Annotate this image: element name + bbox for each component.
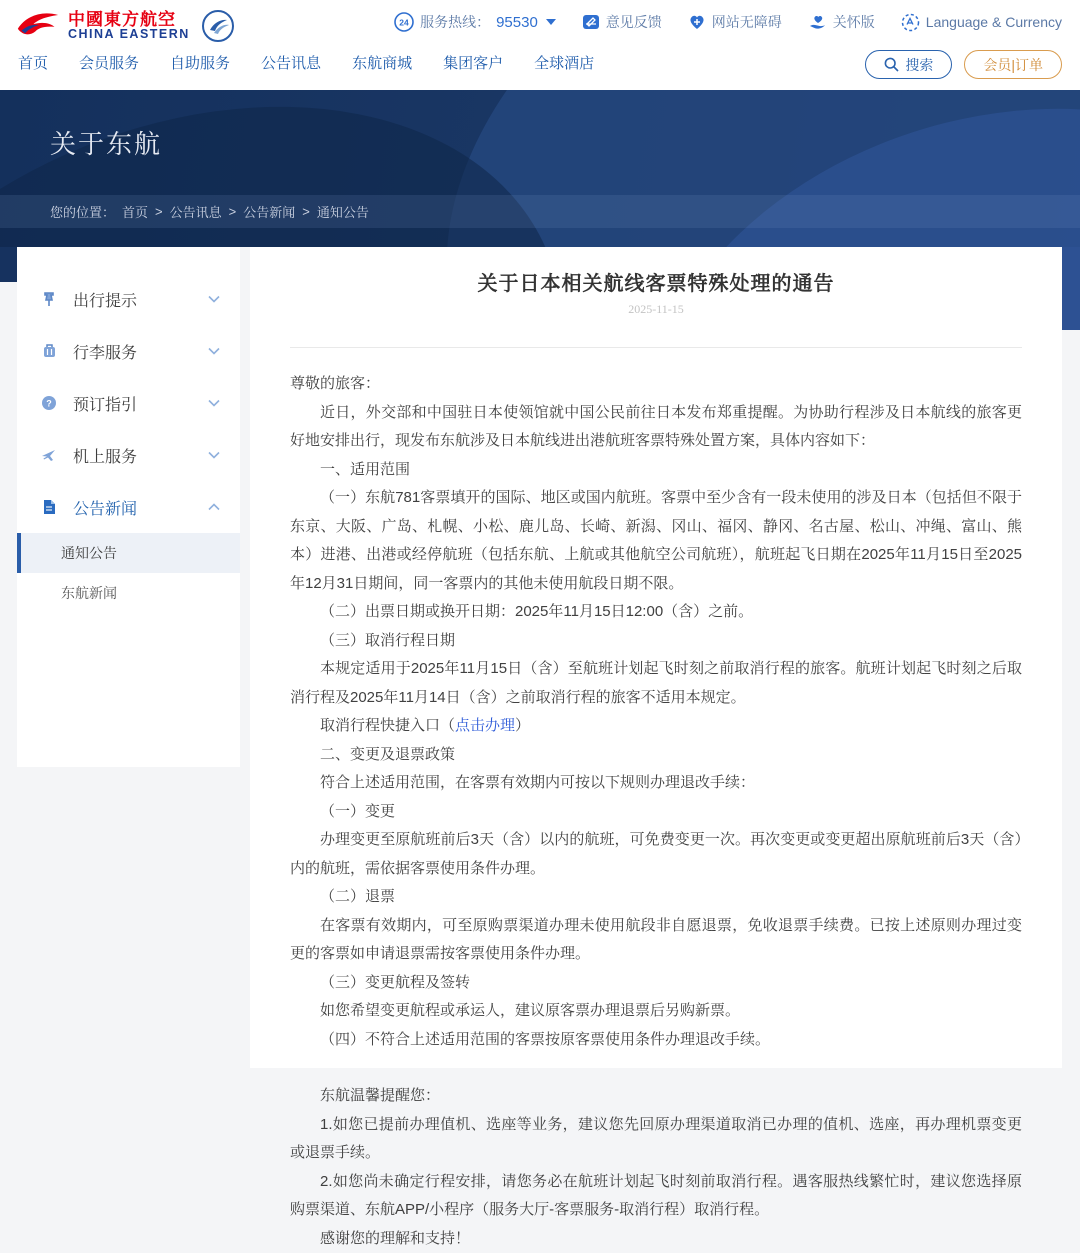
- paragraph: 2.如您尚未确定行程安排，请您务必在航班计划起飞时刻前取消行程。遇客服热线繁忙时，建议您选择原购票渠道、东航APP/小程序（服务大厅-客票服务-取消行程）取消行程。: [290, 1168, 1022, 1225]
- sidebar: [17, 247, 240, 767]
- hotline-caret-icon: [546, 19, 556, 25]
- divider: [290, 347, 1022, 348]
- luggage-icon: [39, 343, 59, 359]
- nav-item-hotels[interactable]: 全球酒店: [534, 52, 594, 73]
- paragraph: （三）取消行程日期: [290, 627, 1022, 656]
- feedback-label: 意见反馈: [606, 12, 662, 32]
- member-orders-button[interactable]: [964, 50, 1062, 79]
- sidebar-subitem-company-news[interactable]: 东航新闻: [17, 573, 240, 613]
- accessibility-label: 网站无障碍: [712, 12, 782, 32]
- breadcrumb-announcements[interactable]: 公告讯息: [170, 202, 222, 221]
- logo-text-cn: 中國東方航空: [68, 11, 190, 29]
- paragraph-spacer: [290, 1054, 1022, 1082]
- sidebar-item-label: 预订指引: [73, 392, 208, 415]
- accessibility-heart-icon: [688, 13, 706, 31]
- paragraph: （一）东航781客票填开的国际、地区或国内航班。客票中至少含有一段未使用的涉及日本（包括但不限于东京、大阪、广岛、札幌、小松、鹿儿岛、长崎、新潟、冈山、福冈、静冈、名古屋、松山、冲绳、富山、熊本）进港、出港或经停航班（包括东航、上航或其他航空公司航班），航班起飞日期在2025年11月15日至2025年12月31日期间，同一客票内的其他未使用航段日期不限。: [290, 484, 1022, 598]
- search-icon: [884, 57, 899, 72]
- paragraph: （二）退票: [290, 883, 1022, 912]
- paragraph: 1.如您已提前办理值机、选座等业务，建议您先回原办理渠道取消已办理的值机、选座，再办理机票变更或退票手续。: [290, 1111, 1022, 1168]
- pin-icon: [39, 291, 59, 307]
- cancel-entry-pre: 取消行程快捷入口（: [320, 717, 455, 734]
- cancel-entry-link[interactable]: 点击办理: [455, 717, 515, 734]
- feedback-link[interactable]: [582, 12, 662, 32]
- main-nav: [18, 52, 594, 73]
- nav-item-announcements[interactable]: 公告讯息: [261, 52, 321, 73]
- article-date: 2025-11-15: [290, 302, 1022, 317]
- paragraph: 符合上述适用范围，在客票有效期内可按以下规则办理退改手续：: [290, 769, 1022, 798]
- chevron-down-icon: [208, 347, 220, 355]
- search-button[interactable]: [865, 50, 952, 79]
- sidebar-item-label: 机上服务: [73, 444, 208, 467]
- paragraph-section-1: 一、适用范围: [290, 456, 1022, 485]
- sidebar-item-label: 出行提示: [73, 288, 208, 311]
- paragraph: （二）出票日期或换开日期：2025年11月15日12:00（含）之前。: [290, 598, 1022, 627]
- language-currency-label: Language & Currency: [926, 14, 1062, 30]
- paragraph: 近日，外交部和中国驻日本使领馆就中国公民前往日本发布郑重提醒。为协助行程涉及日本航线的旅客更好地安排出行，现发布东航涉及日本航线进出港航班客票特殊处置方案，具体内容如下：: [290, 399, 1022, 456]
- banner-title: 关于东航: [50, 124, 162, 161]
- breadcrumb-separator: >: [229, 204, 237, 219]
- article-title: 关于日本相关航线客票特殊处理的通告: [290, 267, 1022, 296]
- language-currency-link[interactable]: [901, 13, 1062, 32]
- care-version-link[interactable]: [808, 12, 875, 32]
- utility-bar: [394, 12, 1062, 32]
- paragraph: 本规定适用于2025年11月15日（含）至航班计划起飞时刻之前取消行程的旅客。航班计划起飞时刻之后取消行程及2025年11月14日（含）之前取消行程的旅客不适用本规定。: [290, 655, 1022, 712]
- sidebar-item-baggage[interactable]: [17, 325, 240, 377]
- care-hand-heart-icon: [808, 13, 827, 31]
- hotline-label: 服务热线：: [420, 12, 490, 32]
- phone-24-icon: [394, 12, 414, 32]
- paragraph-cancel-entry: [290, 712, 1022, 741]
- top-header: [0, 0, 1080, 90]
- chevron-down-icon: [208, 295, 220, 303]
- sidebar-item-announcements[interactable]: [17, 481, 240, 533]
- sidebar-item-inflight-services[interactable]: [17, 429, 240, 481]
- paragraph: （三）变更航程及签转: [290, 969, 1022, 998]
- article-body: [290, 370, 1022, 1253]
- article-panel: [250, 247, 1062, 1068]
- breadcrumb-prefix: 您的位置：: [50, 202, 115, 221]
- breadcrumb-separator: >: [155, 204, 163, 219]
- sidebar-item-travel-tips[interactable]: [17, 273, 240, 325]
- nav-item-mall[interactable]: 东航商城: [352, 52, 412, 73]
- hotline-number: 95530: [496, 14, 538, 31]
- feedback-icon: [582, 13, 600, 31]
- plane-icon: [39, 447, 59, 463]
- sidebar-item-label: 公告新闻: [73, 496, 208, 519]
- paragraph-thanks: 感谢您的理解和支持！: [290, 1225, 1022, 1253]
- accessibility-link[interactable]: [688, 12, 782, 32]
- breadcrumb-separator: >: [302, 204, 310, 219]
- chevron-down-icon: [208, 451, 220, 459]
- paragraph: 如您希望变更航程或承运人，建议原客票办理退票后另购新票。: [290, 997, 1022, 1026]
- sidebar-item-label: 行李服务: [73, 340, 208, 363]
- paragraph: （四）不符合上述适用范围的客票按原客票使用条件办理退改手续。: [290, 1026, 1022, 1055]
- breadcrumb: [50, 202, 369, 221]
- chevron-down-icon: [208, 399, 220, 407]
- nav-item-member-services[interactable]: 会员服务: [79, 52, 139, 73]
- airline-logo[interactable]: [16, 8, 236, 44]
- airline-logo-icon: [16, 9, 60, 43]
- question-circle-icon: [39, 395, 59, 411]
- breadcrumb-news[interactable]: 公告新闻: [243, 202, 295, 221]
- care-version-label: 关怀版: [833, 12, 875, 32]
- paragraph-section-2: 二、变更及退票政策: [290, 741, 1022, 770]
- paragraph: 办理变更至原航班前后3天（含）以内的航班，可免费变更一次。再次变更或变更超出原航班前后3天（含）内的航班，需依据客票使用条件办理。: [290, 826, 1022, 883]
- member-orders-label: 会员|订单: [983, 55, 1043, 75]
- nav-item-home[interactable]: 首页: [18, 52, 48, 73]
- breadcrumb-bar: [0, 195, 1080, 228]
- svg-text:24: 24: [399, 18, 409, 28]
- breadcrumb-home[interactable]: 首页: [122, 202, 148, 221]
- paragraph-greeting: 尊敬的旅客：: [290, 370, 1022, 399]
- paragraph: 在客票有效期内，可至原购票渠道办理未使用航段非自愿退票，免收退票手续费。已按上述原则办理过变更的客票如申请退票需按客票使用条件办理。: [290, 912, 1022, 969]
- sidebar-item-booking-guide[interactable]: [17, 377, 240, 429]
- sidebar-submenu: [17, 533, 240, 613]
- chevron-up-icon: [208, 503, 220, 511]
- sidebar-subitem-notices[interactable]: 通知公告: [17, 533, 240, 573]
- nav-item-self-services[interactable]: 自助服务: [170, 52, 230, 73]
- search-label: 搜索: [905, 55, 933, 75]
- cancel-entry-post: ）: [515, 717, 530, 734]
- nav-item-corporate[interactable]: 集团客户: [443, 52, 503, 73]
- logo-text-en: CHINA EASTERN: [68, 28, 190, 41]
- skyteam-logo-icon: [200, 8, 236, 44]
- paragraph-reminder-heading: 东航温馨提醒您：: [290, 1082, 1022, 1111]
- page-banner: [0, 90, 1080, 247]
- language-icon: [901, 13, 920, 32]
- svg-text:?: ?: [46, 399, 52, 409]
- hotline[interactable]: [394, 12, 556, 32]
- paragraph: （一）变更: [290, 798, 1022, 827]
- breadcrumb-notices[interactable]: 通知公告: [317, 202, 369, 221]
- banner-edge-decoration: [0, 247, 17, 282]
- document-icon: [39, 499, 59, 515]
